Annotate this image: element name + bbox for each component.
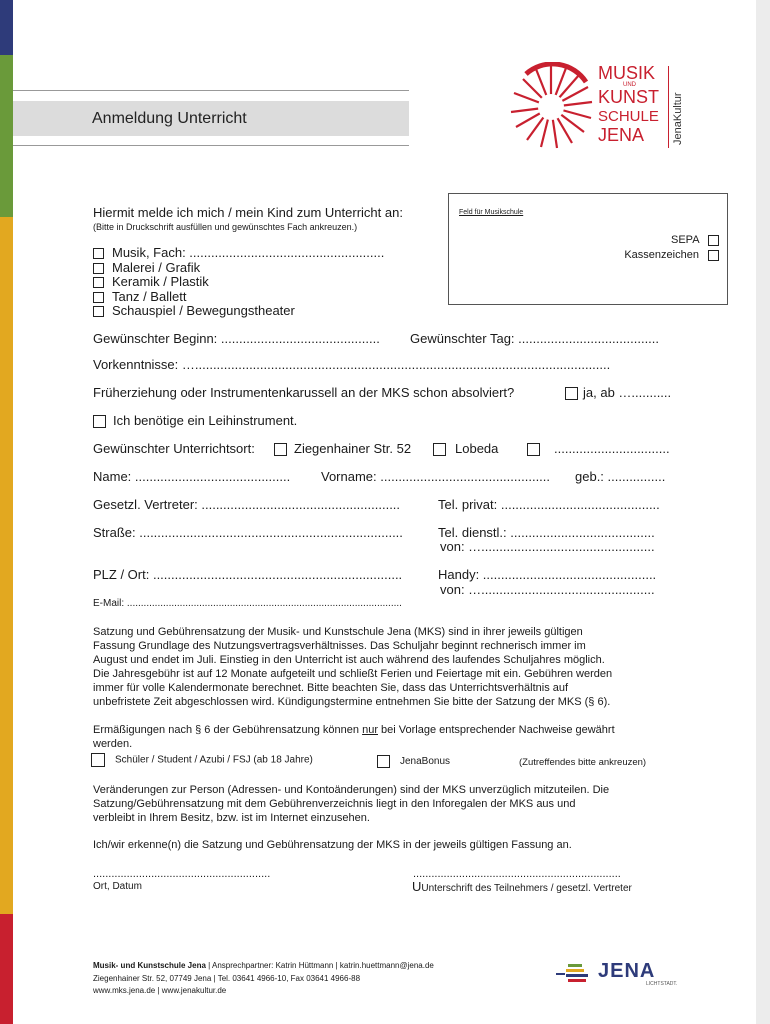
jena-logo-sub: LICHTSTADT.: [646, 981, 678, 987]
tel-dienst-von-field[interactable]: von: …................................................: [440, 539, 655, 554]
subject-list: [93, 246, 384, 319]
email-field[interactable]: E-Mail: ...................................................................................................: [93, 598, 402, 609]
subject-checkbox: [93, 292, 104, 303]
plz-ort-field[interactable]: PLZ / Ort: .....................................................................: [93, 567, 403, 582]
color-strip-blue: [0, 0, 13, 55]
page-title: Anmeldung Unterricht: [92, 110, 247, 127]
sepa-row: [671, 234, 719, 246]
tel-privat-field[interactable]: Tel. privat: ............................................: [438, 497, 660, 512]
leihinstrument-option[interactable]: Ich benötige ein Leihinstrument.: [93, 413, 297, 428]
unterrichtsort-label: Gewünschter Unterrichtsort:: [93, 441, 255, 456]
signature-label-text: Unterschrift des Teilnehmers / gesetzl. Vertreter: [421, 883, 632, 894]
ermaessigung-hint: (Zutreffendes bitte ankreuzen): [519, 757, 647, 768]
intro-heading: Hiermit melde ich mich / mein Kind zum Unterricht an:: [93, 205, 403, 220]
kassenzeichen-checkbox[interactable]: [708, 250, 719, 261]
signature-line[interactable]: ....................................................................: [413, 868, 621, 880]
ermaessigung-option-schueler[interactable]: Schüler / Student / Azubi / FSJ (ab 18 Jahre): [91, 753, 313, 767]
subject-item[interactable]: Malerei / Grafik: [93, 261, 384, 276]
intro-hint: (Bitte in Druckschrift ausfüllen und gewünschtes Fach ankreuzen.): [93, 222, 358, 232]
subject-checkbox: [93, 306, 104, 317]
footer-contact: [93, 960, 434, 998]
handy-field[interactable]: Handy: ................................................: [438, 567, 657, 582]
logo-divider: [668, 66, 669, 148]
handy-von-field[interactable]: von: …................................................: [440, 582, 655, 597]
mks-logo-text: MUSIK UND KUNST SCHULE JENA: [598, 63, 660, 145]
right-margin-bar: [756, 0, 770, 1024]
header-rule-bottom: [13, 145, 409, 146]
header-rule-top: [13, 90, 409, 91]
vertreter-field[interactable]: Gesetzl. Vertreter: .......................................................: [93, 497, 401, 512]
strasse-field[interactable]: Straße: .........................................................................: [93, 525, 403, 540]
leihinstrument-checkbox: [93, 415, 106, 428]
beginn-field[interactable]: Gewünschter Beginn: ............................................: [93, 331, 380, 346]
sepa-checkbox[interactable]: [708, 235, 719, 246]
mks-logo-icon: [506, 62, 596, 152]
frueherziehung-question: Früherziehung oder Instrumentenkarussell an der MKS schon absolviert?: [93, 385, 515, 400]
color-strip-yellow: [0, 217, 13, 914]
ort-datum-label: Ort, Datum: [93, 881, 142, 892]
title-bar: [13, 101, 409, 136]
subject-checkbox: [93, 248, 104, 259]
footer-address: Ziegenhainer Str. 52, 07749 Jena | Tel. 03641 4966-10, Fax 03641 4966-88: [93, 973, 361, 983]
color-strip-green: [0, 55, 13, 217]
sepa-label: SEPA: [671, 234, 699, 246]
ort-checkbox: [527, 443, 540, 456]
name-field[interactable]: Name: ...........................................: [93, 469, 291, 484]
tel-dienst-field[interactable]: Tel. dienstl.: ........................................: [438, 525, 655, 540]
subject-item[interactable]: Schauspiel / Bewegungstheater: [93, 304, 384, 319]
subject-item[interactable]: Tanz / Ballett: [93, 290, 384, 305]
tag-field[interactable]: Gewünschter Tag: .......................................: [410, 331, 660, 346]
subject-item[interactable]: Keramik / Plastik: [93, 275, 384, 290]
ort-checkbox: [274, 443, 287, 456]
vorkenntnisse-field[interactable]: Vorkenntnisse: …...................................................................................................................: [93, 357, 611, 372]
subject-checkbox: [93, 263, 104, 274]
jenakultur-label: JenaKultur: [672, 92, 684, 145]
satzung-paragraph: Satzung und Gebührensatzung der Musik- und Kunstschule Jena (MKS) sind in ihrer jeweils gültigen Fassung Grundlage des Nutzungsvertragsverhältnisses. Das Schuljahr beginnt rechnerisch immer im August und endet im Juli. Einstieg in den Unterricht ist auch während des laufendes Schuljahres möglich. Die Jahresgebühr ist auf 12 Monate aufgeteilt und schließt Ferien und Feiertage mit ein. Gebühren werden immer für volle Kalendermonate berechnet. Bitte beachten Sie, dass das Unterrichtsverhältnis auf unbefristete Zeit abgeschlossen wird. Kündigungstermine entnehmen Sie bitte der Satzung der MKS (§ 6).: [93, 626, 613, 708]
vorname-field[interactable]: Vorname: ...............................................: [321, 469, 551, 484]
office-use-box: [448, 193, 728, 305]
ort-option-lobeda[interactable]: Lobeda: [433, 441, 498, 456]
frueherziehung-checkbox: [565, 387, 578, 400]
ermaessigung-paragraph: Ermäßigungen nach § 6 der Gebührensatzung können nur bei Vorlage entsprechender Nachweise gewährt werden.: [93, 724, 615, 750]
color-strip-red: [0, 914, 13, 1024]
ermaessigung-checkbox: [91, 753, 105, 767]
ort-option-other[interactable]: ................................: [527, 441, 670, 456]
ort-checkbox: [433, 443, 446, 456]
signature-label: UUnterschrift des Teilnehmers / gesetzl. Vertreter: [412, 879, 632, 894]
footer-web: www.mks.jena.de | www.jenakultur.de: [93, 986, 227, 995]
geb-field[interactable]: geb.: ................: [575, 469, 666, 484]
kassenzeichen-row: [624, 249, 719, 261]
ermaessigung-checkbox: [377, 755, 390, 768]
anerkennung-statement: Ich/wir erkenne(n) die Satzung und Gebührensatzung der MKS in der jeweils gültigen Fassung an.: [93, 839, 572, 851]
aenderung-paragraph: Veränderungen zur Person (Adressen- und Kontoänderungen) sind der MKS unverzüglich mitzuteilen. Die Satzung/Gebührensatzung mit dem Gebührenverzeichnis liegt in den Inforegalen der MKS aus und verbleibt in Ihrem Besitz, bzw. ist im Internet einzusehen.: [93, 784, 610, 824]
office-box-label: Feld für Musikschule: [459, 209, 524, 216]
ort-option-ziegenhainer[interactable]: Ziegenhainer Str. 52: [274, 441, 411, 456]
ermaessigung-option-jenabonus[interactable]: JenaBonus: [377, 755, 450, 768]
subject-item[interactable]: Musik, Fach: ......................................................: [93, 246, 384, 261]
footer-org: Musik- und Kunstschule Jena: [93, 961, 206, 970]
kassenzeichen-label: Kassenzeichen: [624, 249, 699, 261]
frueherziehung-answer[interactable]: ja, ab …...........: [565, 385, 671, 400]
subject-checkbox: [93, 277, 104, 288]
jena-logo-text: JENA: [598, 960, 656, 982]
ort-datum-line[interactable]: ..........................................................: [93, 868, 271, 880]
jena-logo-icon: [556, 962, 596, 986]
footer-contact-person: | Ansprechpartner: Katrin Hüttmann | katrin.huettmann@jena.de: [205, 961, 434, 970]
